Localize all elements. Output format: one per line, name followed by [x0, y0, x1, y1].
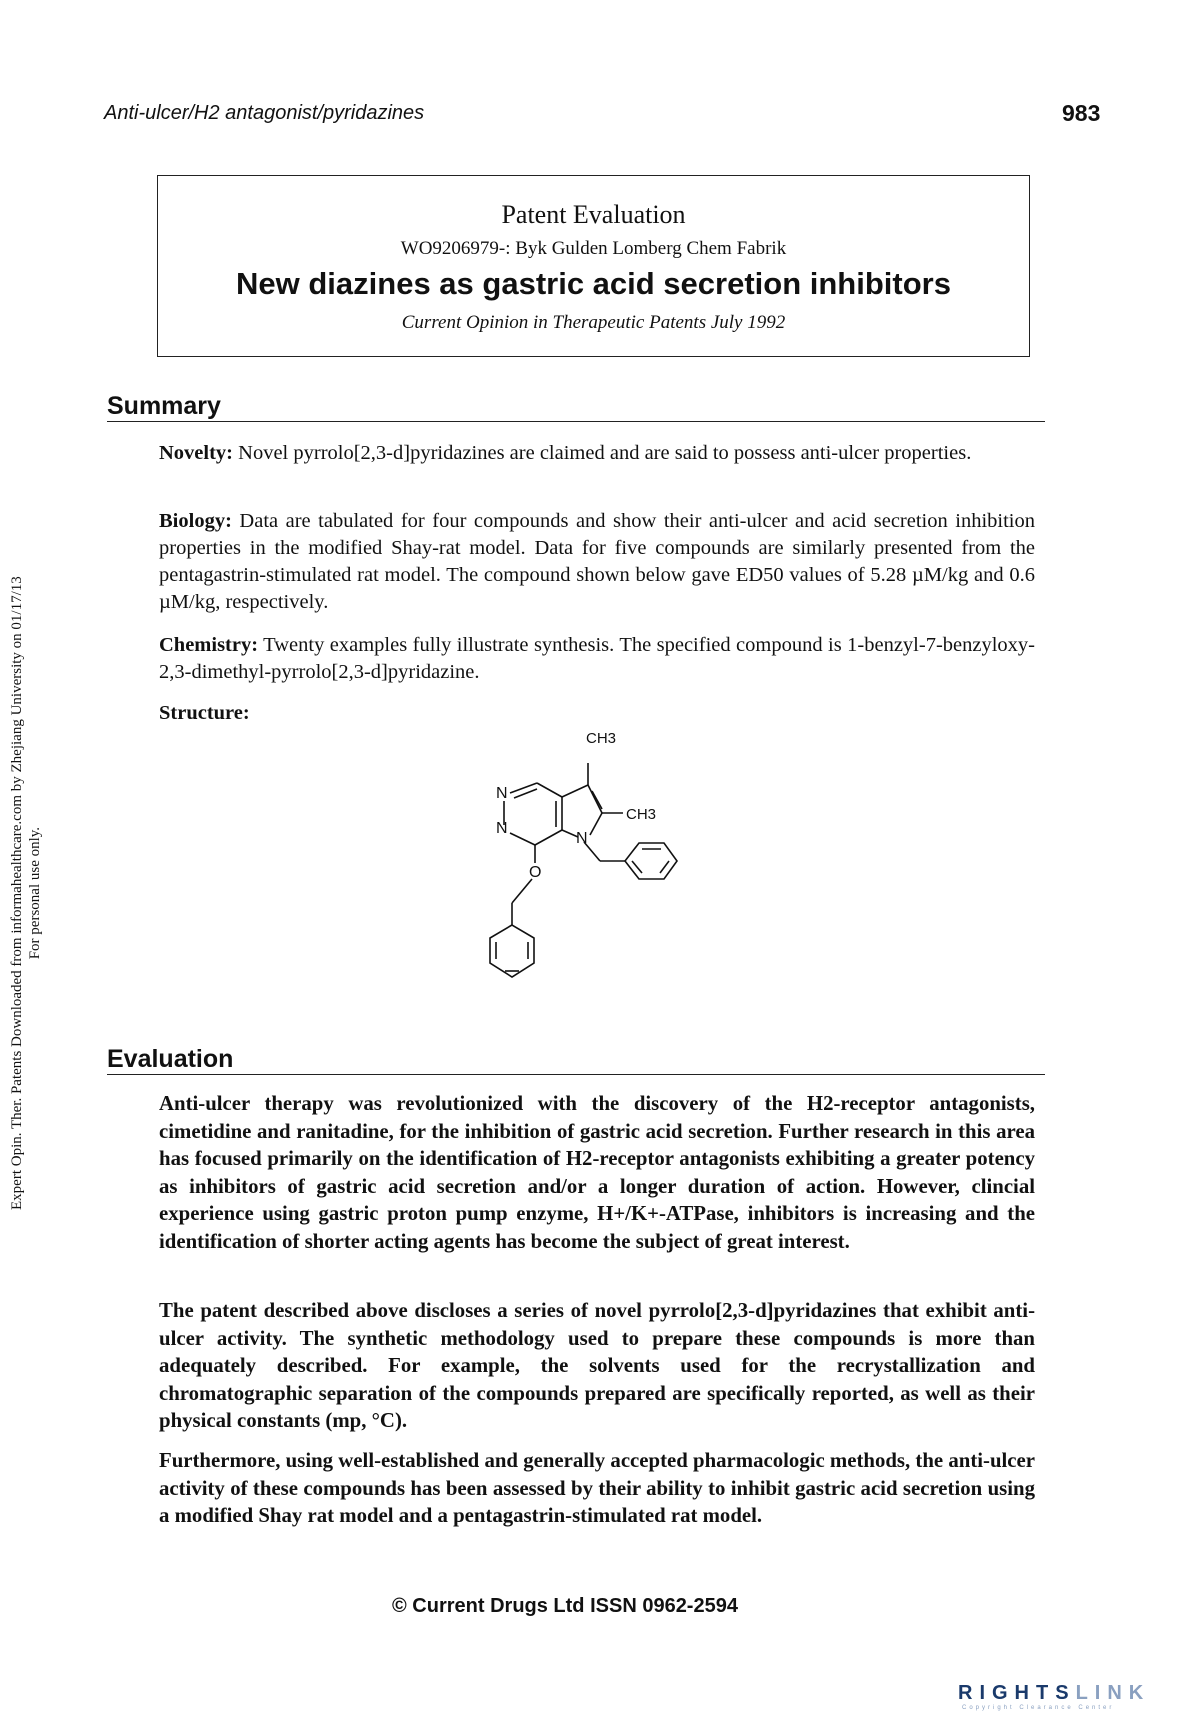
biology-paragraph [159, 508, 1035, 616]
rightslink-light: LINK [1075, 1682, 1151, 1704]
methyl-right-label: CH3 [626, 806, 657, 823]
side-note-line-2: For personal use only. [27, 826, 43, 960]
oxygen-label: O [529, 864, 542, 881]
patent-evaluation-box [157, 175, 1030, 357]
biology-label: Biology: [159, 510, 232, 532]
box-title: New diazines as gastric acid secretion inhibitors [236, 266, 951, 301]
summary-rule [107, 421, 1045, 422]
rightslink-logo[interactable] [958, 1682, 1150, 1705]
nitrogen-pyrrole-label: N [576, 830, 588, 847]
chemistry-paragraph [159, 632, 1035, 686]
evaluation-paragraph-3: Furthermore, using well-established and generally accepted pharmacologic methods, the anti-ulcer activity of these compounds has been assessed by their ability to inhibit gastric acid secretion using a modified Shay rat model and a pentagastrin-stimulated rat model. [159, 1449, 1035, 1527]
box-journal: Current Opinion in Therapeutic Patents July 1992 [401, 312, 786, 333]
download-side-note [8, 576, 44, 1210]
biology-text: Data are tabulated for four compounds and show their anti-ulcer and acid secretion inhibition properties in the modified Shay-rat model. Data for five compounds are similarly presented from the pentagastrin-stimulated rat model. The compound shown below gave ED50 values of 5.28 µM/kg and 0.6 µM/kg, respectively. [159, 510, 1035, 613]
chemistry-text: Twenty examples fully illustrate synthesis. The specified compound is 1-benzyl-7-benzyloxy-2,3-dimethyl-pyrrolo[2,3-d]pyridazine. [159, 634, 1035, 683]
novelty-text: Novel pyrrolo[2,3-d]pyridazines are claimed and are said to possess anti-ulcer properties. [238, 442, 972, 464]
rightslink-dark: RIGHTS [958, 1682, 1076, 1704]
methyl-top-label: CH3 [586, 730, 617, 747]
nitrogen-1-label: N [496, 785, 508, 802]
box-patent-number: WO9206979-: Byk Gulden Lomberg Chem Fabrik [400, 238, 787, 259]
side-note-line-1: Expert Opin. Ther. Patents Downloaded from informahealthcare.com by Zhejiang University on 01/17/13 [9, 576, 25, 1210]
evaluation-heading: Evaluation [107, 1045, 234, 1073]
running-head: Anti-ulcer/H2 antagonist/pyridazines [104, 102, 425, 124]
evaluation-rule [107, 1074, 1045, 1075]
chemistry-label: Chemistry: [159, 634, 259, 656]
nitrogen-2-label: N [496, 820, 508, 837]
evaluation-paragraph-2: The patent described above discloses a series of novel pyrrolo[2,3-d]pyridazines that exhibit anti-ulcer activity. The synthetic methodology used to prepare these compounds is more than adequately described. For example, the solvents used for the recrystallization and chromatographic separation of the compounds prepared are specifically reported, as well as their physical constants (mp, °C). [159, 1299, 1035, 1432]
novelty-label: Novelty: [159, 442, 234, 464]
rightslink-subtitle: Copyright Clearance Center [962, 1705, 1115, 1711]
footer-copyright: © Current Drugs Ltd ISSN 0962-2594 [392, 1595, 738, 1617]
summary-heading: Summary [107, 392, 221, 420]
evaluation-paragraph-1: Anti-ulcer therapy was revolutionized with the discovery of the H2-receptor antagonists, cimetidine and ranitadine, for the inhibition of gastric acid secretion. Further research in this area has focused primarily on the identification of H2-receptor antagonists exhibiting a greater potency as inhibitors of gastric acid secretion and/or a longer duration of action. However, clincial experience using gastric proton pump enzyme, H+/K+-ATPase, inhibitors is increasing and the identification of shorter acting agents has become the subject of great interest. [159, 1092, 1035, 1253]
novelty-paragraph [159, 440, 1035, 467]
box-label: Patent Evaluation [501, 200, 686, 229]
page-number: 983 [1062, 100, 1101, 126]
chemical-structure [450, 730, 710, 990]
structure-label: Structure: [159, 702, 250, 724]
